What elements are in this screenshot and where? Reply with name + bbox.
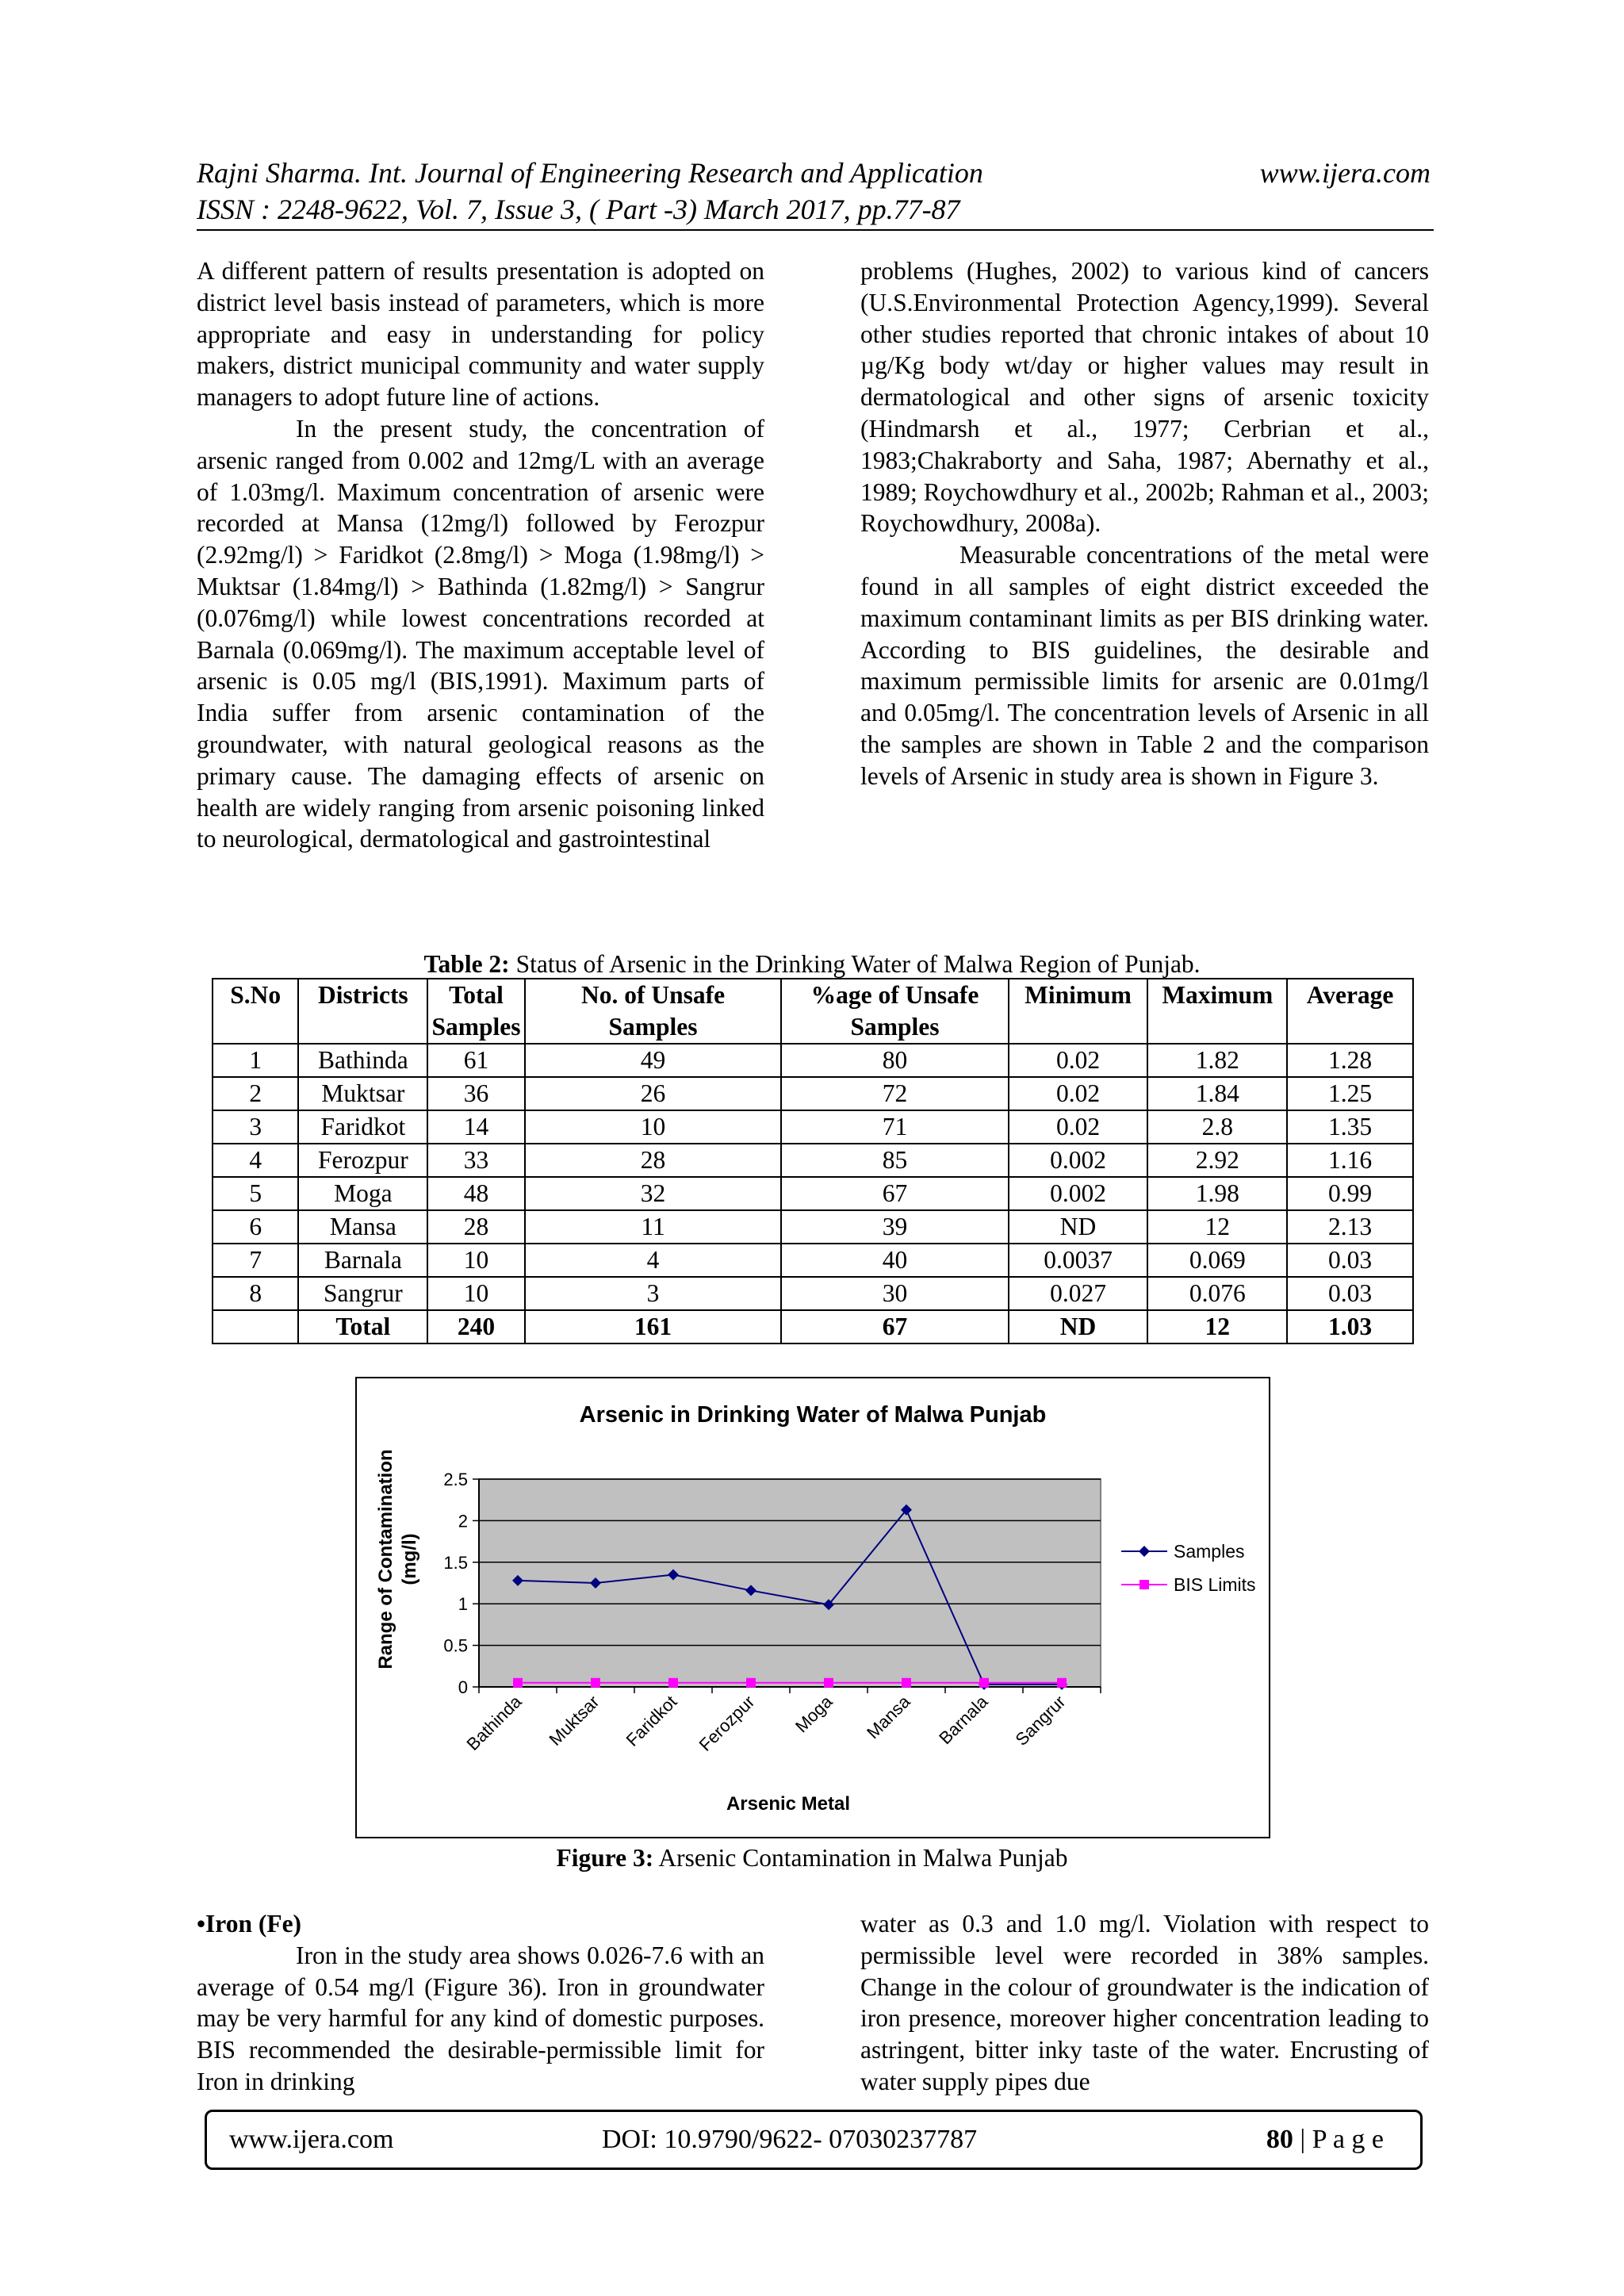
table-cell: 39: [781, 1210, 1008, 1244]
table-cell: 4: [525, 1244, 781, 1277]
table-cell: 0.0037: [1009, 1244, 1148, 1277]
table-cell: 26: [525, 1077, 781, 1110]
paragraph-arsenic-concentration: In the present study, the concentration of arsenic ranged from 0.002 and 12mg/L with an average of 1.03mg/l. Maximum concentration of arsenic were recorded at Mansa (12mg/l) followed by Ferozpur (2.92mg/l) > Faridkot (2.8mg/l) > Moga (1.98mg/l) > Muktsar (1.84mg/l) > Bathinda (1.82mg/l) > Sangrur (0.076mg/l) while lowest concentrations recorded at Barnala (0.069mg/l). The maximum acceptable level of arsenic is 0.05 mg/l (BIS,1991). Maximum parts of India suffer from arsenic contamination of the groundwater, with natural geological reasons as the primary cause. The damaging effects of arsenic on health are widely ranging from arsenic poisoning linked to neurological, dermatological and gastrointestinal: [197, 414, 764, 853]
paragraph-results-pattern: A different pattern of results presentation is adopted on district level basis instead of parameters, which is more appropriate and easy in understanding for policy makers, district municipal community and water supply managers to adopt future line of actions.: [197, 257, 764, 412]
data-point: [1057, 1678, 1067, 1688]
table-cell: 28: [525, 1144, 781, 1177]
table-cell: Muktsar: [298, 1077, 427, 1110]
table-cell: 0.03: [1287, 1244, 1413, 1277]
right-column-bottom: [860, 1908, 1429, 2098]
left-column-top: [197, 255, 764, 855]
table-cell: 48: [427, 1177, 525, 1210]
table-cell: 161: [525, 1310, 781, 1343]
paragraph-health-effects: problems (Hughes, 2002) to various kind of cancers (U.S.Environmental Protection Agency,1999). Several other studies reported that chronic intakes of about 10 µg/Kg body wt/day or higher values may result in dermatological and other signs of arsenic toxicity (Hindmarsh et al., 1977; Cerbrian et al., 1983;Chakraborty and Saha, 1987; Abernathy et al., 1989; Roychowdhury et al., 2002b; Rahman et al., 2003; Roychowdhury, 2008a).: [860, 257, 1429, 538]
paragraph-iron: Iron in the study area shows 0.026-7.6 with an average of 0.54 mg/l (Figure 36). Iron in groundwater may be very harmful for any kind of domestic purposes. BIS recommended the desirable-permissible limit for Iron in drinking: [197, 1941, 764, 2095]
table-cell: 240: [427, 1310, 525, 1343]
table-cell: Total: [298, 1310, 427, 1343]
table-header-row: [213, 979, 1413, 1044]
table-row: [213, 1177, 1413, 1210]
table-cell: 1.28: [1287, 1044, 1413, 1077]
table-cell: 0.02: [1009, 1077, 1148, 1110]
table-cell: 36: [427, 1077, 525, 1110]
table-cell: ND: [1009, 1310, 1148, 1343]
x-tick-label: Bathinda: [462, 1691, 526, 1754]
y-tick-label: 1.5: [443, 1552, 468, 1573]
y-tick-label: 2: [458, 1511, 468, 1531]
table-cell: 14: [427, 1110, 525, 1144]
table-cell: 61: [427, 1044, 525, 1077]
table-cell: 1.03: [1287, 1310, 1413, 1343]
table-caption-label: Table 2:: [423, 950, 510, 978]
table-cell: 11: [525, 1210, 781, 1244]
table-cell: 67: [781, 1310, 1008, 1343]
table-cell: 3: [525, 1277, 781, 1310]
table-cell: 4: [213, 1144, 298, 1177]
header-divider: [197, 229, 1434, 231]
left-column-bottom: [197, 1908, 764, 2098]
data-point: [591, 1678, 600, 1688]
legend-marker: [1139, 1580, 1149, 1589]
page-label: | P a g e: [1293, 2125, 1384, 2154]
table-cell: 72: [781, 1077, 1008, 1110]
table-cell: ND: [1009, 1210, 1148, 1244]
header-unsafe-samples: No. of Unsafe Samples: [525, 979, 781, 1044]
header-districts: Districts: [298, 979, 427, 1044]
table-cell: 28: [427, 1210, 525, 1244]
table-cell: 2.92: [1147, 1144, 1287, 1177]
table-cell: Barnala: [298, 1244, 427, 1277]
header-minimum: Minimum: [1009, 979, 1148, 1044]
header-average: Average: [1287, 979, 1413, 1044]
chart-legend: [1118, 1529, 1261, 1605]
header-maximum: Maximum: [1147, 979, 1287, 1044]
legend-label: Samples: [1174, 1541, 1245, 1562]
table-cell: 1: [213, 1044, 298, 1077]
chart-y-axis-label: Range of Contamination (mg/l): [375, 1449, 420, 1669]
table-cell: 30: [781, 1277, 1008, 1310]
data-point: [902, 1678, 911, 1688]
table-cell: 71: [781, 1110, 1008, 1144]
table-cell: 6: [213, 1210, 298, 1244]
table-cell: 0.002: [1009, 1177, 1148, 1210]
table-cell: 0.002: [1009, 1144, 1148, 1177]
data-point: [513, 1678, 523, 1688]
running-header-issn: ISSN : 2248-9622, Vol. 7, Issue 3, ( Part -3) March 2017, pp.77-87: [197, 194, 960, 225]
table-row: [213, 1077, 1413, 1110]
table-cell: 12: [1147, 1310, 1287, 1343]
table-row: [213, 1210, 1413, 1244]
section-heading-iron: •Iron (Fe): [197, 1910, 302, 1938]
footer-doi: DOI: 10.9790/9622- 07030237787: [602, 2125, 978, 2154]
figure-caption-label: Figure 3:: [556, 1844, 654, 1872]
table-cell: 3: [213, 1110, 298, 1144]
table-cell: 2: [213, 1077, 298, 1110]
table-cell: 10: [427, 1244, 525, 1277]
table-cell: 1.98: [1147, 1177, 1287, 1210]
table-cell: 33: [427, 1144, 525, 1177]
table-cell: 0.02: [1009, 1110, 1148, 1144]
table-cell: [213, 1310, 298, 1343]
data-point: [668, 1678, 678, 1688]
page-number: 80: [1266, 2125, 1293, 2154]
table-cell: 80: [781, 1044, 1008, 1077]
table-cell: 1.16: [1287, 1144, 1413, 1177]
data-point: [746, 1678, 756, 1688]
table-cell: Mansa: [298, 1210, 427, 1244]
table-cell: Moga: [298, 1177, 427, 1210]
footer-site-link[interactable]: www.ijera.com: [229, 2125, 394, 2154]
table-cell: 85: [781, 1144, 1008, 1177]
table-cell: 1.82: [1147, 1044, 1287, 1077]
table-caption: [0, 949, 1624, 980]
x-tick-label: Faridkot: [622, 1691, 681, 1750]
x-tick-label: Sangrur: [1011, 1691, 1070, 1750]
table-cell: 0.99: [1287, 1177, 1413, 1210]
table-cell: 10: [427, 1277, 525, 1310]
arsenic-status-table: [212, 978, 1414, 1344]
table-row: [213, 1277, 1413, 1310]
header-sno: S.No: [213, 979, 298, 1044]
table-caption-text: Status of Arsenic in the Drinking Water of Malwa Region of Punjab.: [509, 950, 1201, 978]
table-cell: 10: [525, 1110, 781, 1144]
data-point: [979, 1678, 989, 1688]
paragraph-iron-continued: water as 0.3 and 1.0 mg/l. Violation with respect to permissible level were recorded in 38% samples. Change in the colour of groundwater is the indication of iron presence, moreover higher concentration leading to astringent, bitter inky taste of the water. Encrusting of water supply pipes due: [860, 1910, 1429, 2095]
chart-title: Arsenic in Drinking Water of Malwa Punjab: [579, 1402, 1047, 1428]
x-tick-label: Muktsar: [545, 1691, 603, 1750]
figure-caption-text: Arsenic Contamination in Malwa Punjab: [653, 1844, 1068, 1872]
table-cell: Bathinda: [298, 1044, 427, 1077]
table-cell: 49: [525, 1044, 781, 1077]
legend-label: BIS Limits: [1174, 1574, 1256, 1595]
arsenic-line-chart: [357, 1378, 1269, 1837]
y-tick-label: 0: [458, 1677, 468, 1697]
x-tick-label: Moga: [791, 1691, 837, 1737]
header-total-samples: Total Samples: [427, 979, 525, 1044]
table-cell: 0.02: [1009, 1044, 1148, 1077]
table-cell: 32: [525, 1177, 781, 1210]
table-row: [213, 1144, 1413, 1177]
table-cell: 0.027: [1009, 1277, 1148, 1310]
table-cell: 40: [781, 1244, 1008, 1277]
header-percent-unsafe: %age of Unsafe Samples: [781, 979, 1008, 1044]
figure-3-chart: [355, 1377, 1270, 1838]
journal-url[interactable]: www.ijera.com: [1259, 157, 1431, 189]
table-cell: 1.35: [1287, 1110, 1413, 1144]
chart-x-axis-label: Arsenic Metal: [726, 1793, 851, 1815]
table-cell: 2.8: [1147, 1110, 1287, 1144]
table-cell: 1.25: [1287, 1077, 1413, 1110]
y-tick-label: 0.5: [443, 1635, 468, 1656]
table-cell: 8: [213, 1277, 298, 1310]
table-cell: 5: [213, 1177, 298, 1210]
table-total-row: [213, 1310, 1413, 1343]
table-cell: 0.076: [1147, 1277, 1287, 1310]
table-cell: Ferozpur: [298, 1144, 427, 1177]
figure-caption: [0, 1842, 1624, 1874]
table-row: [213, 1244, 1413, 1277]
y-tick-label: 1: [458, 1594, 468, 1615]
table-cell: 1.84: [1147, 1077, 1287, 1110]
table-cell: 7: [213, 1244, 298, 1277]
table-cell: Sangrur: [298, 1277, 427, 1310]
y-tick-label: 2.5: [443, 1470, 468, 1489]
table-cell: 2.13: [1287, 1210, 1413, 1244]
data-point: [824, 1678, 833, 1688]
journal-citation: Rajni Sharma. Int. Journal of Engineering Research and Application: [197, 157, 983, 189]
right-column-top: [860, 255, 1429, 792]
table-cell: 0.069: [1147, 1244, 1287, 1277]
footer-page-number: [1266, 2112, 1384, 2168]
x-tick-label: Mansa: [863, 1691, 914, 1743]
table-cell: Faridkot: [298, 1110, 427, 1144]
table-cell: 67: [781, 1177, 1008, 1210]
x-tick-label: Barnala: [935, 1691, 992, 1749]
page-footer: [205, 2110, 1423, 2170]
table-cell: 0.03: [1287, 1277, 1413, 1310]
x-tick-label: Ferozpur: [695, 1691, 759, 1755]
running-header-journal: [197, 155, 1431, 191]
table-cell: 12: [1147, 1210, 1287, 1244]
table-row: [213, 1110, 1413, 1144]
paragraph-bis-limits: Measurable concentrations of the metal were found in all samples of eight district exceeded the maximum contaminant limits as per BIS drinking water. According to BIS guidelines, the desirable and maximum permissible limits for arsenic are 0.01mg/l and 0.05mg/l. The concentration levels of Arsenic in all the samples are shown in Table 2 and the comparison levels of Arsenic in study area is shown in Figure 3.: [860, 541, 1429, 790]
table-row: [213, 1044, 1413, 1077]
